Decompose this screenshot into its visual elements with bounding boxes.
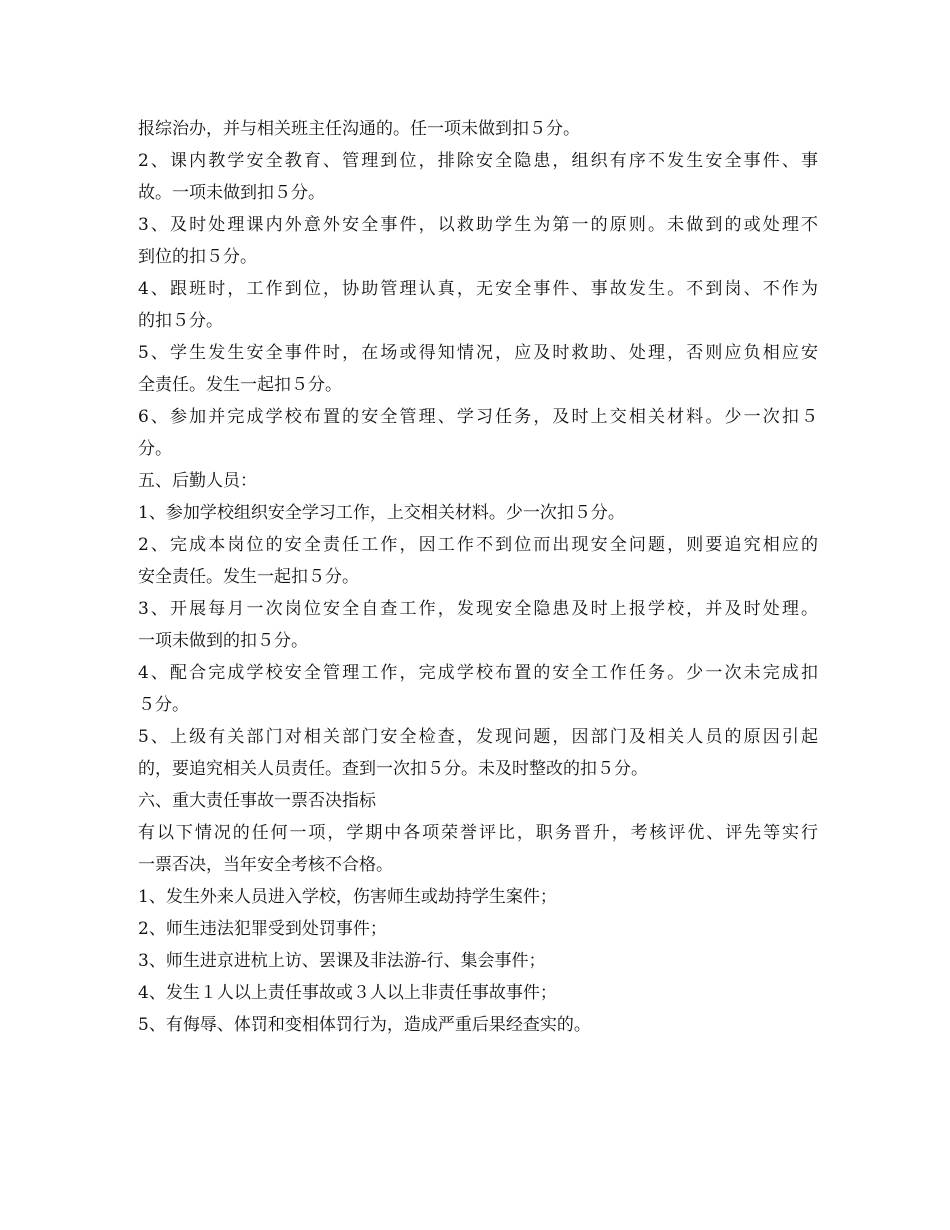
text-line: 1、发生外来人员进入学校，伤害师生或劫持学生案件；: [138, 887, 557, 907]
text-line: 一票否决，当年安全考核不合格。: [138, 855, 393, 875]
text-line: 5、学生发生安全事件时，在场或得知情况，应及时救助、处理，否则应负相应安: [138, 343, 818, 363]
text-line: 1、参加学校组织安全学习工作，上交相关材料。少一次扣５分。: [138, 503, 625, 523]
text-line: 分。: [138, 439, 172, 459]
text-line: 4、配合完成学校安全管理工作，完成学校布置的安全工作任务。少一次未完成扣: [138, 663, 818, 683]
text-line: 故。一项未做到扣５分。: [138, 183, 325, 203]
text-line: 到位的扣５分。: [138, 247, 257, 267]
text-line: ５分。: [138, 695, 189, 715]
text-line: 报综治办，并与相关班主任沟通的。任一项未做到扣５分。: [138, 119, 580, 139]
text-line: 3、及时处理课内外意外安全事件，以救助学生为第一的原则。未做到的或处理不: [138, 215, 818, 235]
text-line: 一项未做到的扣５分。: [138, 631, 308, 651]
text-line: 4、跟班时，工作到位，协助管理认真，无安全事件、事故发生。不到岗、不作为: [138, 279, 818, 299]
text-line: 3、开展每月一次岗位安全自查工作，发现安全隐患及时上报学校，并及时处理。: [138, 599, 818, 619]
text-line: 的，要追究相关人员责任。查到一次扣５分。未及时整改的扣５分。: [138, 759, 648, 779]
text-line: 3、师生进京进杭上访、罢课及非法游-行、集会事件；: [138, 951, 546, 971]
text-line: 有以下情况的任何一项，学期中各项荣誉评比，职务晋升，考核评优、评先等实行: [138, 823, 818, 843]
text-line: 的扣５分。: [138, 311, 223, 331]
section-heading: 六、重大责任事故一票否决指标: [138, 791, 376, 811]
text-line: 5、上级有关部门对相关部门安全检查，发现问题，因部门及相关人员的原因引起: [138, 727, 818, 747]
section-heading: 五、后勤人员：: [138, 471, 257, 491]
text-line: 2、师生违法犯罪受到处罚事件；: [138, 919, 387, 939]
document-body: [138, 113, 818, 1041]
text-line: 4、发生１人以上责任事故或３人以上非责任事故事件；: [138, 983, 557, 1003]
text-line: 5、有侮辱、体罚和变相体罚行为，造成严重后果经查实的。: [138, 1015, 591, 1035]
text-line: 2、完成本岗位的安全责任工作，因工作不到位而出现安全问题，则要追究相应的: [138, 535, 818, 555]
text-line: 全责任。发生一起扣５分。: [138, 375, 342, 395]
text-line: 安全责任。发生一起扣５分。: [138, 567, 359, 587]
text-line: 2、课内教学安全教育、管理到位，排除安全隐患，组织有序不发生安全事件、事: [138, 151, 818, 171]
text-line: 6、参加并完成学校布置的安全管理、学习任务，及时上交相关材料。少一次扣５: [138, 407, 818, 427]
